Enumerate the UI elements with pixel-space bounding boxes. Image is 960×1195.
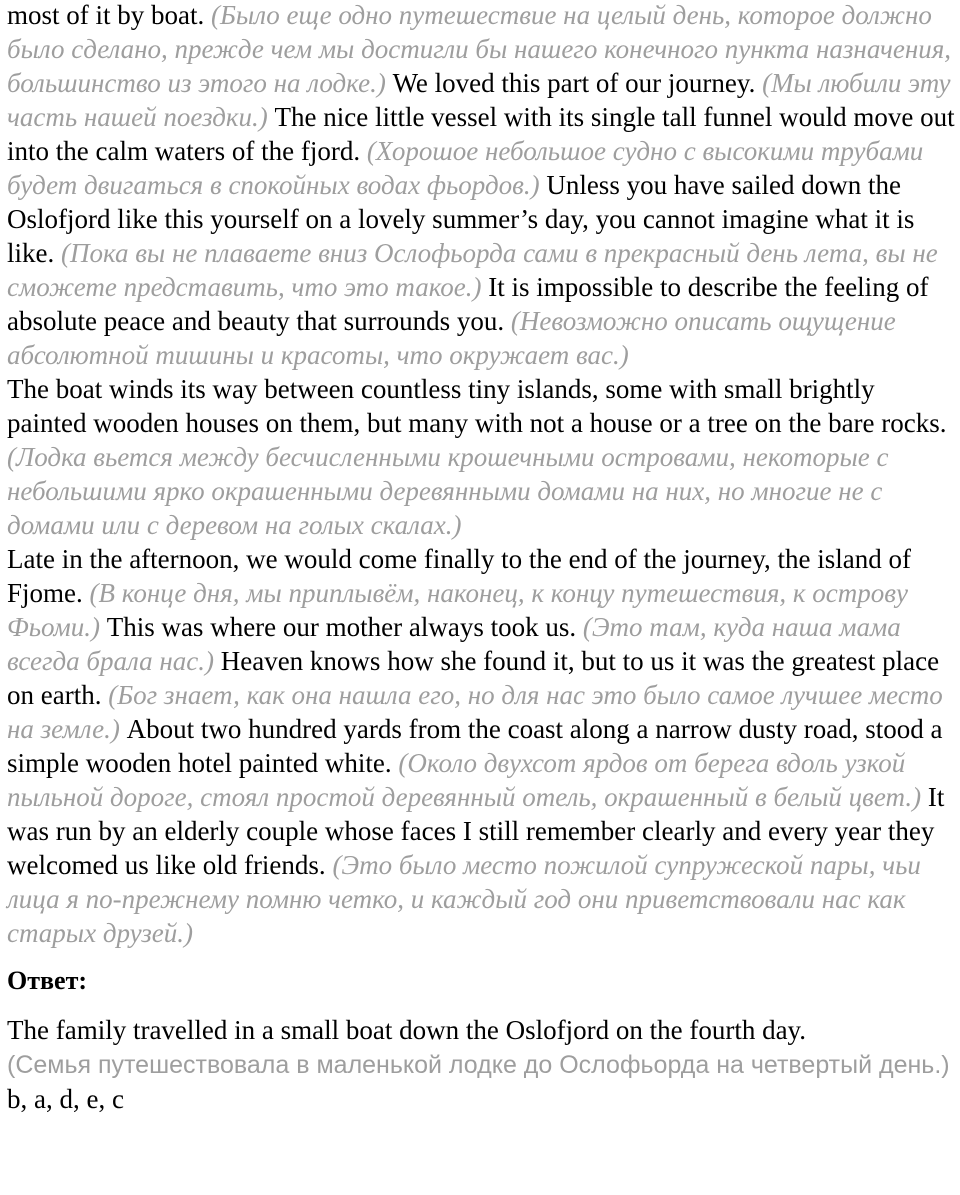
document-page — [7, 0, 957, 1116]
russian-translation: (Около двухсот ярдов от берега вдоль узкой пыльной дороге, стоял простой деревянный отель, окрашенный в белый цвет.) — [7, 748, 928, 812]
english-sentence: It was run by an elderly couple whose faces I still remember clearly and every year they welcomed us like old friends. — [7, 782, 945, 880]
answer-english: The family travelled in a small boat down the Oslofjord on the fourth day. — [7, 1015, 807, 1045]
answer-sequence: b, a, d, e, c — [7, 1084, 124, 1114]
russian-translation: (Пока вы не плаваете вниз Ослофьорда сами в прекрасный день лета, вы не сможете представить, что это такое.) — [7, 238, 938, 302]
paragraph-2 — [7, 372, 957, 542]
english-sentence: Heaven knows how she found it, but to us it was the greatest place on earth. — [7, 646, 940, 710]
russian-translation: (Лодка вьется между бесчисленными крошечными островами, некоторые с небольшими ярко окрашенными деревянными домами на них, но многие не с домами или с деревом на голых скалах.) — [7, 442, 889, 540]
english-sentence: Late in the afternoon, we would come finally to the end of the journey, the island of Fjome. — [7, 544, 911, 608]
english-sentence: We loved this part of our journey. — [392, 68, 763, 98]
english-sentence: The boat winds its way between countless tiny islands, some with small brightly painted wooden houses on them, but many with not a house or a tree on the bare rocks. — [7, 374, 947, 438]
russian-translation: (Это там, куда наша мама всегда брала нас.) — [7, 612, 901, 676]
english-sentence: About two hundred yards from the coast along a narrow dusty road, stood a simple wooden hotel painted white. — [7, 714, 943, 778]
answer-heading: Ответ: — [7, 966, 88, 995]
english-sentence: It is impossible to describe the feeling of absolute peace and beauty that surrounds you. — [7, 272, 929, 336]
russian-translation: (В конце дня, мы приплывём, наконец, к концу путешествия, к острову Фьоми.) — [7, 578, 908, 642]
english-sentence: most of it by boat. — [7, 0, 211, 30]
russian-translation: (Это было место пожилой супружеской пары, чьи лица я по-прежнему помню четко, и каждый год они приветствовали нас как старых друзей.) — [7, 850, 921, 948]
russian-translation: (Невозможно описать ощущение абсолютной тишины и красоты, что окружает вас.) — [7, 306, 896, 370]
english-sentence: The nice little vessel with its single tall funnel would move out into the calm waters of the fjord. — [7, 102, 955, 166]
russian-translation: (Хорошое небольшое судно с высокими трубами будет двигаться в спокойных водах фьордов.) — [7, 136, 924, 200]
russian-translation: (Бог знает, как она нашла его, но для нас это было самое лучшее место на земле.) — [7, 680, 943, 744]
answer-russian: (Семья путешествовала в маленькой лодке до Ослофьорда на четвертый день.) — [7, 1051, 950, 1079]
russian-translation: (Было еще одно путешествие на целый день, которое должно было сделано, прежде чем мы достигли бы нашего конечного пункта назначения, большинство из этого на лодке.) — [7, 0, 952, 98]
paragraph-3 — [7, 542, 957, 950]
russian-translation: (Мы любили эту часть нашей поездки.) — [7, 68, 951, 132]
english-sentence: Unless you have sailed down the Oslofjord like this yourself on a lovely summer’s day, you cannot imagine what it is like. — [7, 170, 915, 268]
paragraph-1 — [7, 0, 957, 372]
answer-body — [7, 1013, 957, 1116]
english-sentence: This was where our mother always took us. — [106, 612, 583, 642]
